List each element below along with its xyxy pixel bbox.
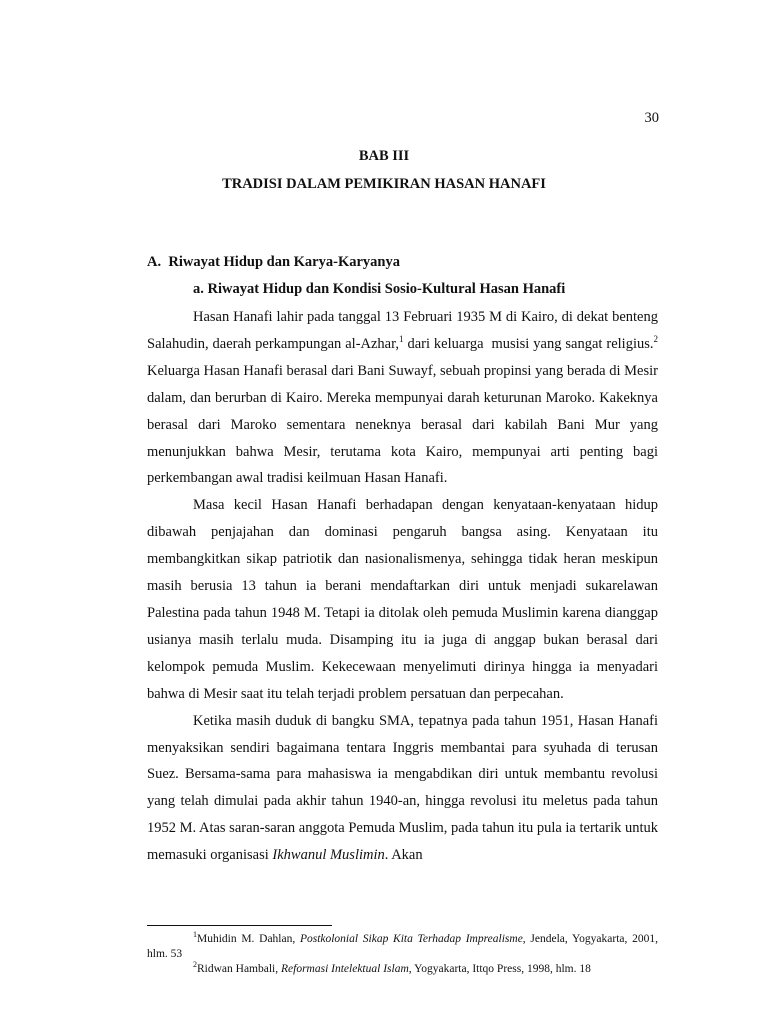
paragraph-1: Hasan Hanafi lahir pada tanggal 13 Februari 1935 M di Kairo, di dekat benteng Salahudin, daerah perkampungan al-Azhar,$^1$ dari keluarga musisi yang sangat religius.$^2$ Keluarga Hasan Hanafi berasal dari Bani Suwayf, sebuah propinsi yang berada di Mesir dalam, dan berurban di Kairo. Mereka mempunyai darah keturunan Maroko. Kakeknya berasal dari Maroko sementara neneknya berasal dari kabilah Bani Mur yang menunjukkan bahwa Mesir, terutama kota Kairo, mempunyai arti penting bagi perkembangan awal tradisi keilmuan Hasan Hanafi. bbox=[147, 309, 658, 487]
footnote-divider bbox=[147, 925, 332, 926]
chapter-number: BAB III bbox=[358, 148, 410, 164]
chapter-title: TRADISI DALAM PEMIKIRAN HASAN HANAFI bbox=[222, 176, 546, 192]
paragraph-3: Ketika masih duduk di bangku SMA, tepatnya pada tahun 1951, Hasan Hanafi menyaksikan sendiri bagaimana tentara Inggris membantai para syuhada di terusan Suez. Bersama-sama para mahasiswa ia mengabdikan diri untuk membantu revolusi yang telah dimulai pada akhir tahun 1940-an, hingga revolusi itu meletus pada tahun 1952 M. Atas saran-saran anggota Pemuda Muslim, pada tahun itu pula ia tertarik untuk memasuki organisasi Ikhwanul Muslimin. Akan bbox=[147, 712, 659, 864]
section-heading: A. Riwayat Hidup dan Karya-Karyanya bbox=[147, 254, 400, 270]
italic-term: Ikhwanul Muslimin bbox=[272, 847, 385, 864]
paragraph-2: Masa kecil Hasan Hanafi berhadapan dengan kenyataan-kenyataan hidup dibawah penjajahan dan dominasi pengaruh bangsa asing. Kenyataan itu membangkitkan sikap patriotik dan nasionalismenya, sehingga tidak heran meskipun masih berusia 13 tahun ia berani mendaftarkan diri untuk menjadi sukarelawan Palestina pada tahun 1948 M. Tetapi ia ditolak oleh pemuda Muslimin karena dianggap usianya masih terlalu muda. Disamping itu ia juga di anggap bukan berasal dari kelompok pemuda Muslim. Kekecewaan menyelimuti dirinya hingga ia menyadari bahwa di Mesir saat itu telah terjadi problem persatuan dan perpecahan. bbox=[147, 497, 658, 702]
footnote-ref-2: 2 bbox=[653, 333, 658, 344]
footnote-1: $^1$Muhidin M. Dahlan, Postkolonial Sikap Kita Terhadap Imprealisme, Jendela, Yogyakarta, 2001, hlm. 53 bbox=[147, 930, 658, 960]
footnote-ref-1: 1 bbox=[399, 333, 404, 344]
page-number: 30 bbox=[644, 110, 659, 126]
subsection-heading: a. Riwayat Hidup dan Kondisi Sosio-Kultural Hasan Hanafi bbox=[193, 281, 566, 297]
footnote-2: $^2$Ridwan Hambali, Reformasi Intelektual Islam, Yogyakarta, Ittqo Press, 1998, hlm. 18 bbox=[193, 960, 591, 975]
body-text bbox=[147, 304, 658, 869]
footnotes bbox=[147, 932, 658, 977]
